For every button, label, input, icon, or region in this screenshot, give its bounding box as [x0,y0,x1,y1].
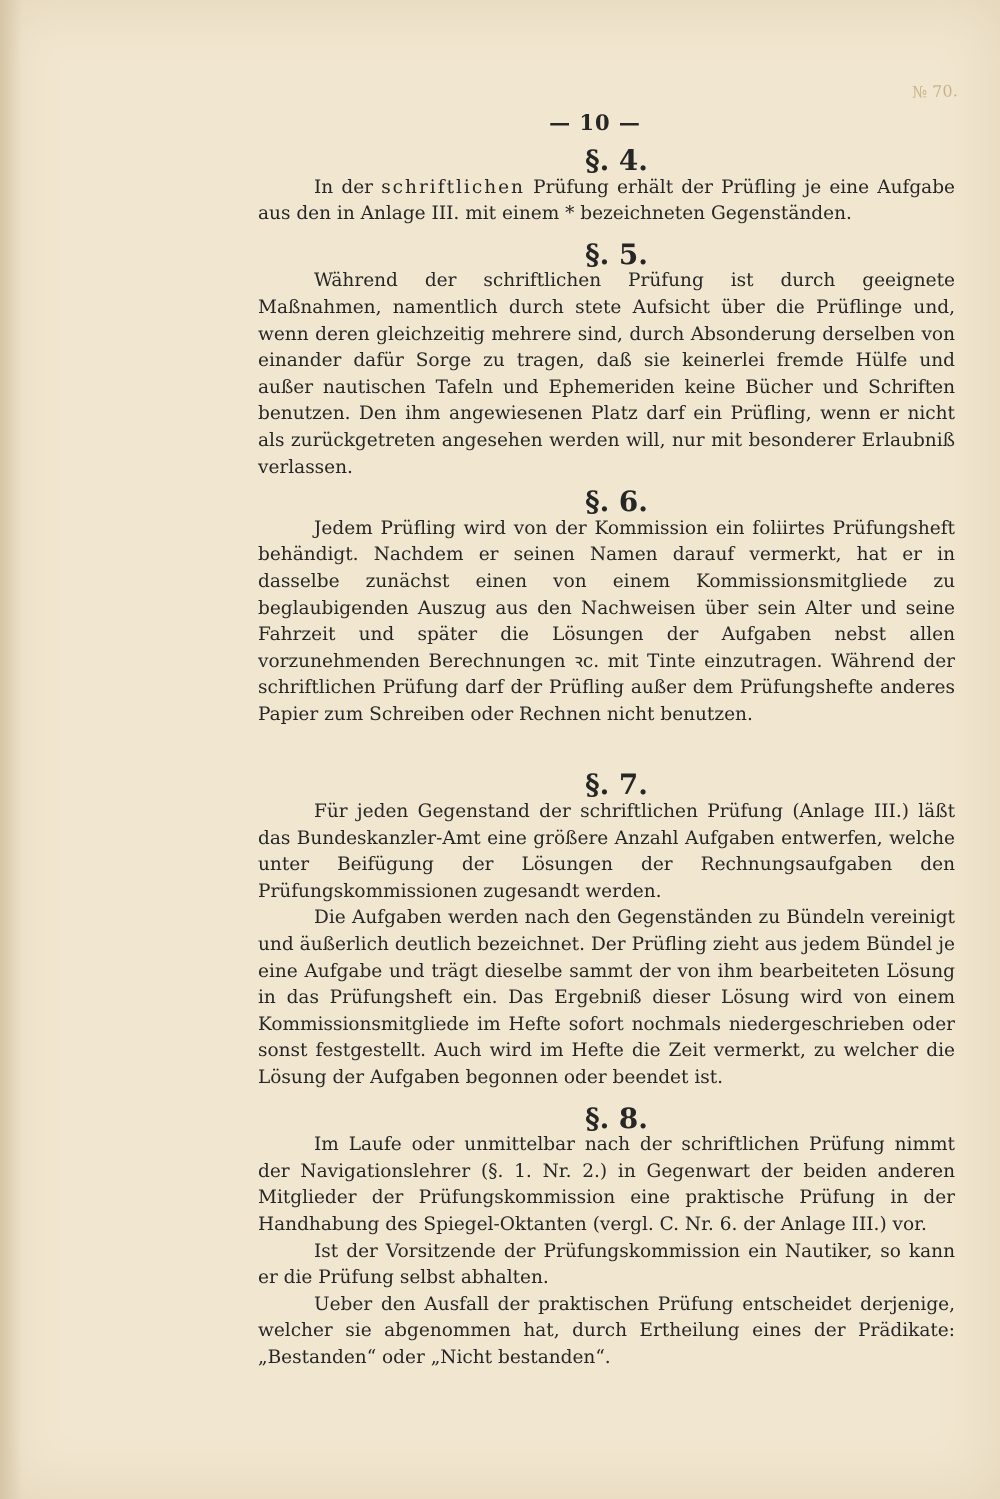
section-heading: §. 4. [585,144,648,177]
section-7 [258,768,955,1091]
corner-mark: № 70. [912,81,959,102]
paragraph: Ist der Vorsitzende der Prüfungskommission ein Nautiker, so kann er die Prüfung selbst abhalten. [258,1240,955,1289]
paragraph-text: In der [314,176,382,198]
section-6 [258,485,955,728]
paragraph-text: Prüfung erhält der Prüfling je eine Aufgabe aus den in Anlage III. mit einem * bezeichneten Gegenständen. [258,176,955,225]
page-number: — 10 — [549,110,641,135]
paragraph: Während der schriftlichen Prüfung ist durch geeignete Maßnahmen, namentlich durch stete Aufsicht über die Prüflinge und, wenn deren gleichzeitig mehrere sind, durch Absonderung derselben von einander dafür Sorge zu tragen, daß sie keinerlei fremde Hülfe und außer nautischen Tafeln und Ephemeriden keine Bücher und Schriften benutzen. Den ihm angewiesenen Platz darf ein Prüfling, wenn er nicht als zurückgetreten angesehen werden will, nur mit besonderer Erlaubniß verlassen. [258,270,955,478]
section-4 [258,144,955,228]
emphasized-word: schriftlichen [381,176,525,198]
section-heading: §. 8. [585,1101,648,1135]
section-heading: §. 7. [585,768,648,802]
paragraph: Die Aufgaben werden nach den Gegenständen zu Bündeln vereinigt und äußerlich deutlich bezeichnet. Der Prüfling zieht aus jedem Bündel je eine Aufgabe und trägt dieselbe sammt der von ihm bearbeiteten Lösung in das Prüfungsheft ein. Das Ergebniß dieser Lösung wird von einem Kommissionsmitgliede im Hefte sofort nochmals niedergeschrieben oder sonst festgestellt. Auch wird im Hefte die Zeit vermerkt, zu welcher die Lösung der Aufgaben begonnen oder beendet ist. [258,907,955,1088]
page-body [258,144,955,1372]
paragraph: Für jeden Gegenstand der schriftlichen Prüfung (Anlage III.) läßt das Bundeskanzler-Amt eine größere Anzahl Aufgaben entwerfen, welche unter Beifügung der Lösungen der Rechnungsaufgaben den Prüfungskommissionen zugesandt werden. [258,801,955,902]
section-5 [258,237,955,481]
section-heading: §. 6. [585,485,648,519]
paragraph: Jedem Prüfling wird von der Kommission ein foliirtes Prüfungsheft behändigt. Nachdem er seinen Namen darauf vermerkt, hat er in dasselbe zunächst einen von einem Kommissionsmitgliede zu beglaubigenden Auszug aus den Nachweisen über sein Alter und seine Fahrzeit und später die Lösungen der Aufgaben nebst allen vorzunehmenden Berechnungen ꝛc. mit Tinte einzutragen. Während der schriftlichen Prüfung darf der Prüfling außer dem Prüfungshefte anderes Papier zum Schreiben oder Rechnen nicht benutzen. [258,517,955,725]
section-8 [258,1101,955,1372]
page-binding-shadow [0,0,22,1499]
section-heading: §. 5. [585,237,648,271]
paragraph: Ueber den Ausfall der praktischen Prüfung entscheidet derjenige, welcher sie abgenommen hat, durch Ertheilung eines der Prädikate: „Bestanden“ oder „Nicht bestanden“. [258,1293,955,1368]
paragraph: Im Laufe oder unmittelbar nach der schriftlichen Prüfung nimmt der Navigationslehrer (§. 1. Nr. 2.) in Gegenwart der beiden anderen Mitglieder der Prüfungskommission eine praktische Prüfung in der Handhabung des Spiegel-Oktanten (vergl. C. Nr. 6. der Anlage III.) vor. [258,1134,955,1235]
paragraph [258,175,955,228]
